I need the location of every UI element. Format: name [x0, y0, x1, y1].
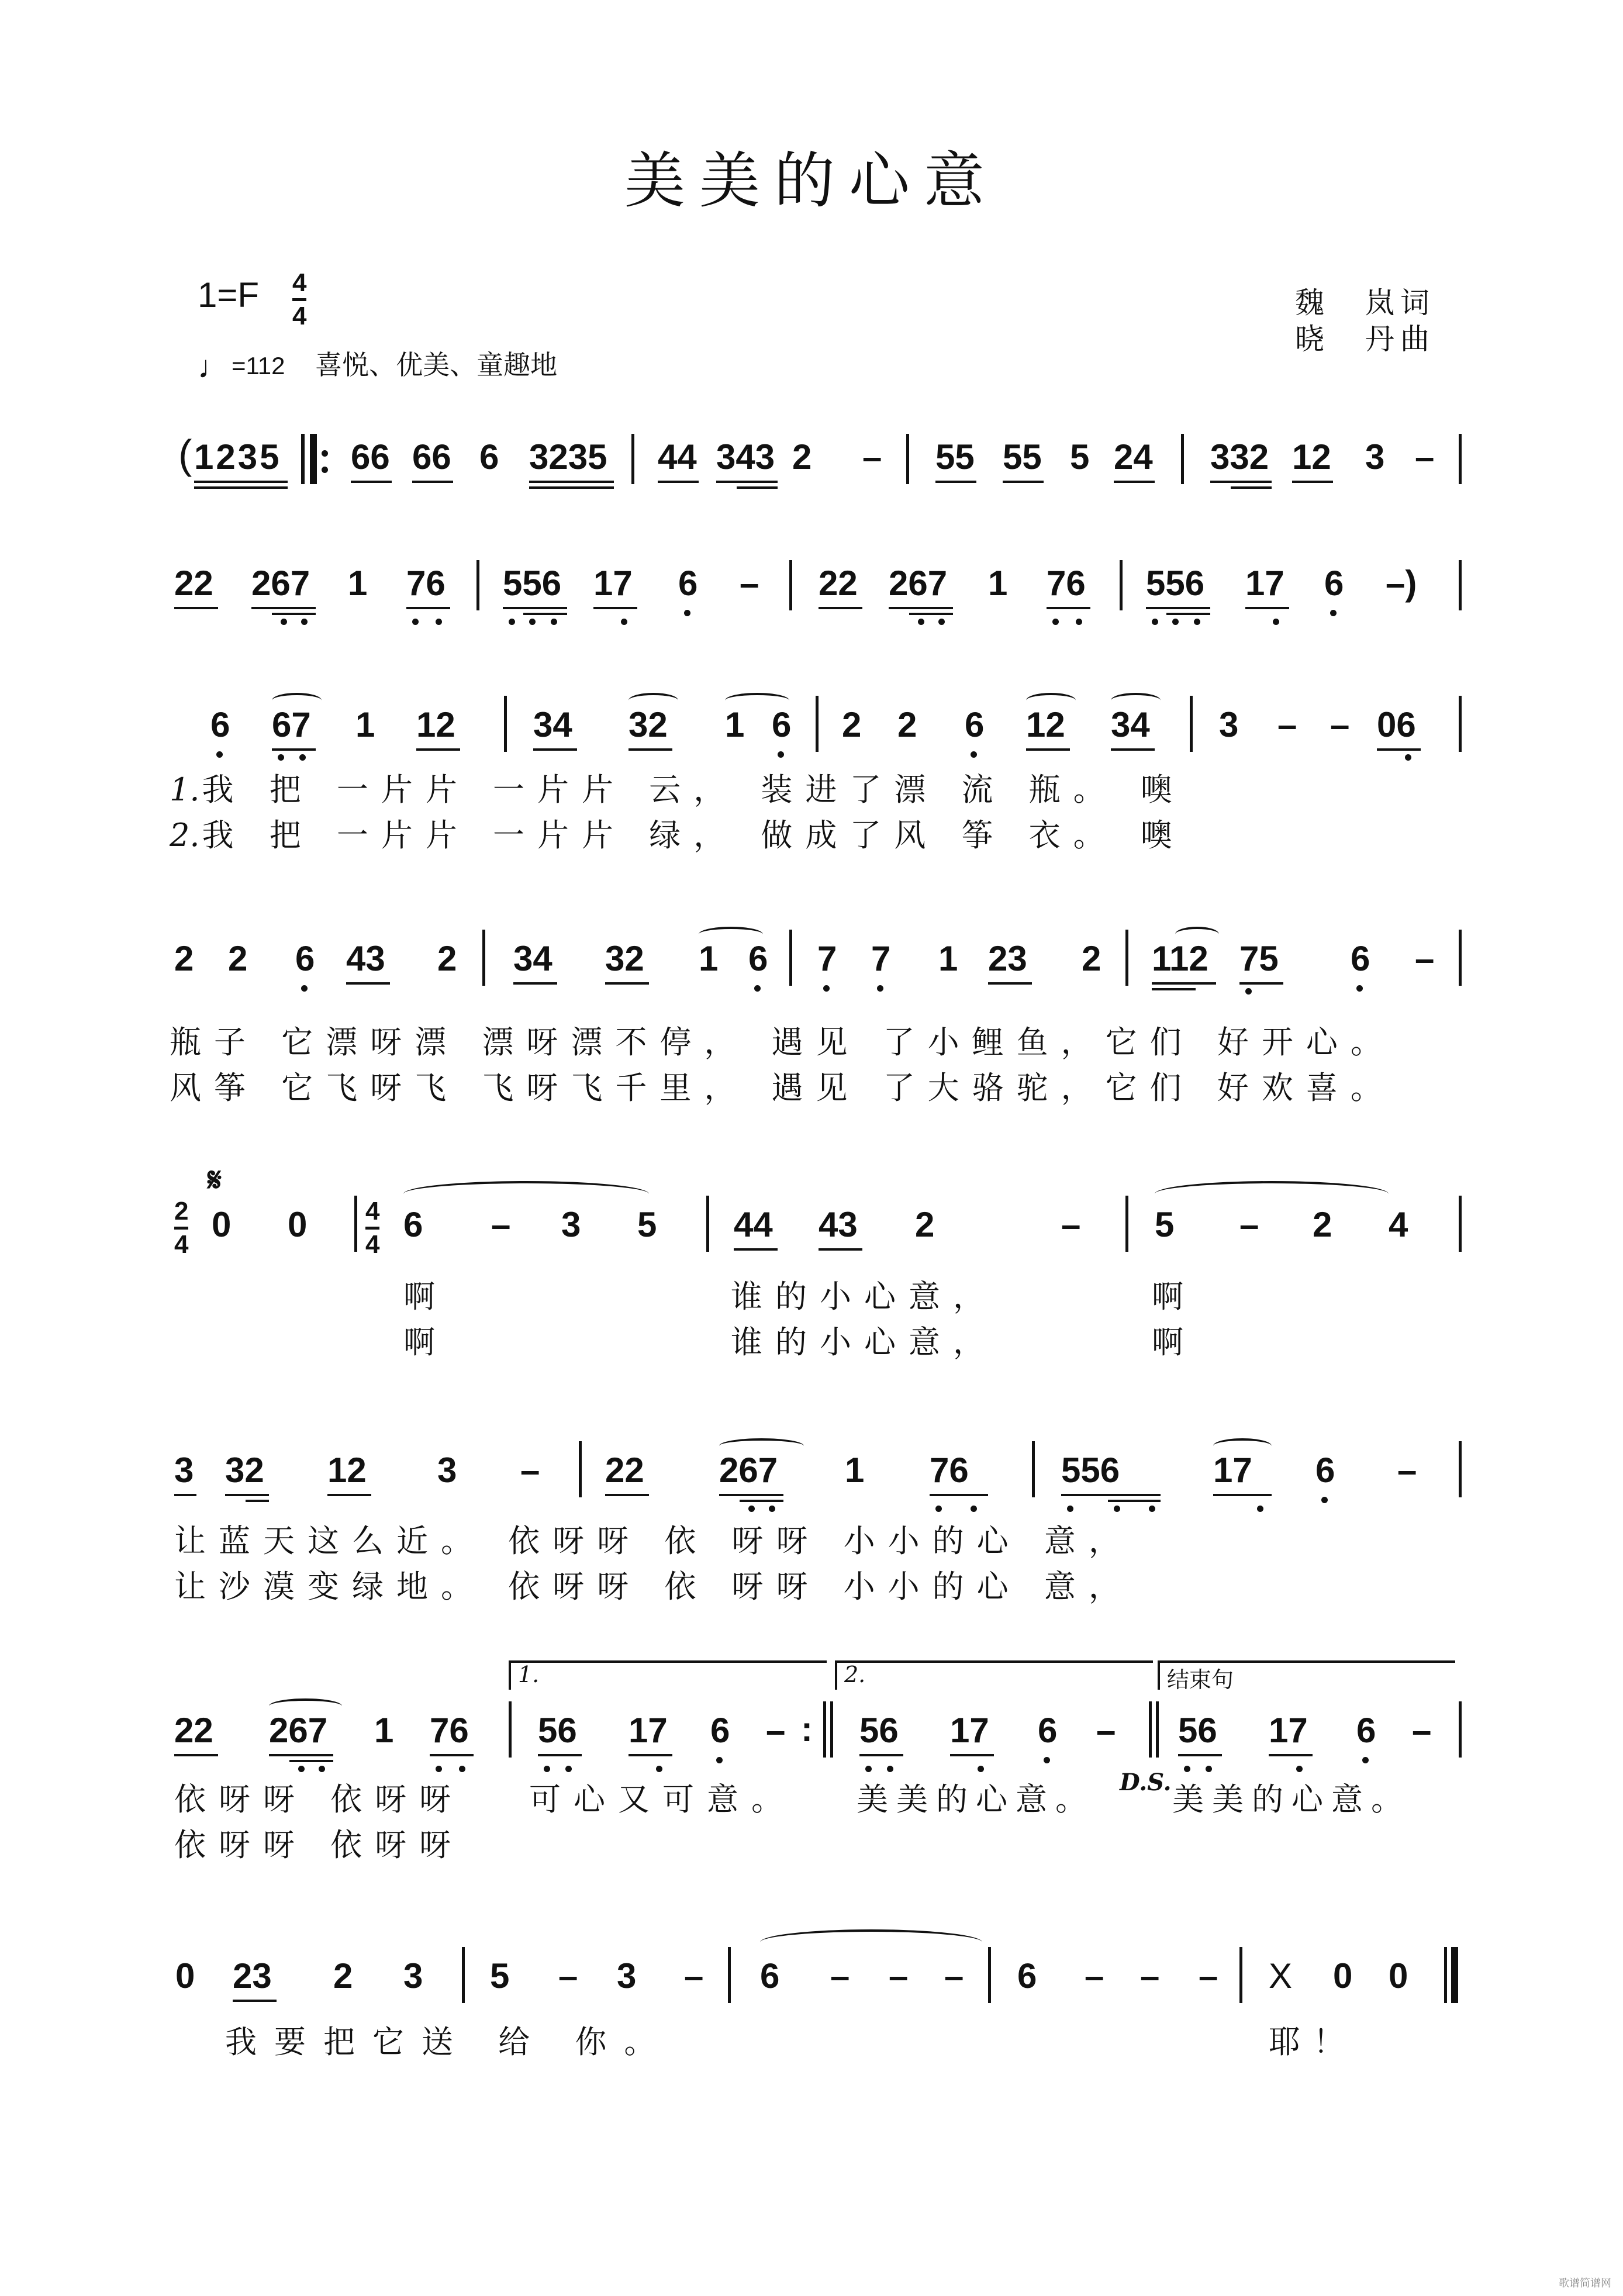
- note-group: 55: [935, 437, 975, 477]
- note: 2: [915, 1205, 935, 1244]
- open-paren: (: [178, 431, 192, 477]
- dash: –: [684, 1956, 704, 1995]
- note-group: 343: [716, 437, 775, 477]
- note: 1: [355, 705, 375, 744]
- note: 2: [228, 939, 248, 978]
- note: 6: [1324, 564, 1344, 603]
- note: 6: [479, 437, 499, 477]
- note-group: 66: [412, 437, 451, 477]
- lyric: 美美的心意。: [1172, 1781, 1411, 1818]
- lyric-verse-1: 1.我 把 一片片 一片片 云， 装进了漂 流 瓶。 噢: [170, 771, 1185, 808]
- lyric: 可心又可意。: [529, 1781, 796, 1818]
- note-group: 17: [1213, 1451, 1252, 1490]
- note: 3: [403, 1956, 423, 1995]
- note: 6: [748, 939, 768, 978]
- note: 2: [437, 939, 457, 978]
- dash: –: [1085, 1956, 1104, 1995]
- lyricist-credit: 魏 岚词: [1295, 286, 1435, 320]
- watermark: 歌谱简谱网: [1559, 2277, 1611, 2289]
- volta-second-ending: 2.: [835, 1660, 1153, 1690]
- lyric: 啊: [403, 1278, 448, 1315]
- note-group: 17: [1269, 1711, 1308, 1750]
- note-group: 44: [734, 1205, 773, 1244]
- dash: –: [1239, 1205, 1259, 1244]
- note: 2: [333, 1956, 353, 1995]
- note: 6: [678, 564, 698, 603]
- note: 2: [174, 939, 194, 978]
- note-group: 267: [251, 564, 310, 603]
- note: 6: [965, 705, 985, 744]
- note: 6: [403, 1205, 423, 1244]
- note-group: 17: [1245, 564, 1284, 603]
- rest: 0: [1389, 1956, 1408, 1995]
- note: 6: [1038, 1711, 1058, 1750]
- note-group: 332: [1210, 437, 1269, 477]
- note-group: 34: [533, 705, 572, 744]
- note: 1: [374, 1711, 394, 1750]
- note: 6: [295, 939, 315, 978]
- repeat-dots: :: [801, 1710, 813, 1749]
- note: 7: [817, 939, 837, 978]
- note-group: 12: [1292, 437, 1331, 477]
- note-group: 12: [1026, 705, 1065, 744]
- dash: –: [1397, 1451, 1417, 1490]
- note-group: 43: [819, 1205, 858, 1244]
- note: 6: [1351, 939, 1370, 978]
- note-group: 23: [233, 1956, 272, 1995]
- note-group: 34: [1111, 705, 1150, 744]
- dash: –: [491, 1205, 511, 1244]
- lyric-verse-1: 瓶子 它漂呀漂 漂呀漂不停， 遇见 了小鲤鱼，它们 好开心。: [170, 1024, 1395, 1061]
- note-group: 32: [605, 939, 644, 978]
- note-group: 23: [988, 939, 1027, 978]
- note-group: 76: [430, 1711, 469, 1750]
- lyric: 啊: [1152, 1278, 1196, 1315]
- note: 2: [842, 705, 862, 744]
- note-group: 75: [1239, 939, 1279, 978]
- rest: 0: [175, 1956, 195, 1995]
- dash: –: [740, 564, 759, 603]
- note-group: 267: [719, 1451, 778, 1490]
- dash: –: [1415, 939, 1435, 978]
- note: 1: [845, 1451, 865, 1490]
- note-group: 56: [1178, 1711, 1217, 1750]
- note-group: 76: [406, 564, 446, 603]
- quarter-note-icon: ♩: [198, 350, 229, 385]
- dash-close-paren: –): [1386, 564, 1417, 603]
- lyric: 谁的小心意，: [731, 1324, 997, 1361]
- note: 5: [637, 1205, 657, 1244]
- note-group: 56: [538, 1711, 577, 1750]
- note: 1: [699, 939, 719, 978]
- intro-notes: 1235: [194, 437, 282, 477]
- note: 1: [725, 705, 745, 744]
- time-signature: 2 4: [174, 1197, 189, 1259]
- note: 3: [1365, 437, 1385, 477]
- note: 6: [1017, 1956, 1037, 1995]
- lyric: 耶！: [1269, 2024, 1358, 2060]
- note-group: 556: [1146, 564, 1205, 603]
- tempo-marking: ♩=112 喜悦、优美、童趣地: [198, 350, 558, 385]
- time-signature: 4 4: [292, 268, 307, 330]
- rest: 0: [1333, 1956, 1353, 1995]
- dash: –: [1199, 1956, 1218, 1995]
- note: 5: [490, 1956, 510, 1995]
- note: 6: [772, 705, 792, 744]
- note: 6: [760, 1956, 780, 1995]
- note-group: 17: [950, 1711, 989, 1750]
- note-group: 556: [503, 564, 562, 603]
- note-group: 22: [819, 564, 858, 603]
- note: 1: [988, 564, 1008, 603]
- song-title: 美美的心意: [624, 145, 999, 216]
- dash: –: [520, 1451, 540, 1490]
- note-group: 32: [225, 1451, 264, 1490]
- note: 3: [617, 1956, 637, 1995]
- dash: –: [1415, 437, 1435, 477]
- dash: –: [1277, 705, 1297, 744]
- note: 4: [1389, 1205, 1408, 1244]
- lyric-verse-2: 依呀呀 依呀呀: [174, 1827, 464, 1863]
- note: 3: [1219, 705, 1239, 744]
- dash: –: [889, 1956, 909, 1995]
- note-group: 3235: [529, 437, 607, 477]
- lyric-verse-2: 风筝 它飞呀飞 飞呀飞千里， 遇见 了大骆驼，它们 好欢喜。: [170, 1069, 1395, 1106]
- note: 3: [561, 1205, 581, 1244]
- note: 2: [1082, 939, 1101, 978]
- lyric: 啊: [1152, 1324, 1196, 1361]
- dash: –: [766, 1711, 786, 1750]
- dash: –: [1096, 1711, 1116, 1750]
- lyric: 美美的心意。: [857, 1781, 1095, 1818]
- note: 6: [1356, 1711, 1376, 1750]
- note: 1: [348, 564, 368, 603]
- lyric-verse-2: 让沙漠变绿地。 依呀呀 依 呀呀 小小的心 意，: [174, 1568, 1133, 1605]
- dash: –: [1412, 1711, 1432, 1750]
- dash: –: [558, 1956, 578, 1995]
- time-signature: 4 4: [365, 1197, 380, 1259]
- note-group: 17: [593, 564, 633, 603]
- rest: 0: [212, 1205, 232, 1244]
- note-group: 112: [1152, 939, 1208, 978]
- note: 2: [792, 437, 812, 477]
- note: 3: [174, 1451, 194, 1490]
- dash: –: [1330, 705, 1350, 744]
- note-group: 17: [629, 1711, 668, 1750]
- note-group: 22: [174, 564, 213, 603]
- note-group: 34: [513, 939, 552, 978]
- note-group: 12: [416, 705, 455, 744]
- note-group: 44: [658, 437, 697, 477]
- dash: –: [1061, 1205, 1081, 1244]
- lyric: 依呀呀 依呀呀: [174, 1781, 464, 1818]
- dash: –: [862, 437, 882, 477]
- rest: 0: [288, 1205, 308, 1244]
- composer-credit: 晓 丹曲: [1295, 322, 1435, 356]
- volta-first-ending: 1.: [509, 1660, 827, 1690]
- segno-icon: 𝄋: [208, 1161, 222, 1199]
- note-group: 32: [629, 705, 668, 744]
- note: 6: [710, 1711, 730, 1750]
- lyric: 谁的小心意，: [731, 1278, 997, 1315]
- dash: –: [830, 1956, 850, 1995]
- note-group: 76: [930, 1451, 969, 1490]
- dash: –: [1140, 1956, 1160, 1995]
- note: 5: [1070, 437, 1090, 477]
- note-group: 22: [174, 1711, 213, 1750]
- note: 2: [897, 705, 917, 744]
- lyric-verse-2: 2.我 把 一片片 一片片 绿， 做成了风 筝 衣。 噢: [170, 817, 1185, 854]
- note-group: 267: [269, 1711, 328, 1750]
- note-group: 56: [859, 1711, 899, 1750]
- note: 2: [1313, 1205, 1332, 1244]
- note: 7: [871, 939, 891, 978]
- clap-mark: X: [1269, 1956, 1293, 1995]
- note-group: 22: [605, 1451, 644, 1490]
- note-group: 76: [1047, 564, 1086, 603]
- note: 6: [210, 705, 230, 744]
- note-group: 06: [1377, 705, 1416, 744]
- note-group: 55: [1003, 437, 1042, 477]
- note-group: 43: [346, 939, 385, 978]
- note-group: 556: [1061, 1451, 1120, 1490]
- note-group: 12: [327, 1451, 367, 1490]
- note: 1: [938, 939, 958, 978]
- note-group: 24: [1114, 437, 1153, 477]
- note-group: 66: [351, 437, 390, 477]
- lyric-verse-1: 让蓝天这么近。 依呀呀 依 呀呀 小小的心 意，: [174, 1522, 1133, 1559]
- note-group: 267: [889, 564, 948, 603]
- note: 5: [1155, 1205, 1175, 1244]
- expression-text: 喜悦、优美、童趣地: [315, 350, 558, 380]
- key-signature: 1=F: [198, 275, 260, 315]
- volta-ending-phrase: 结束句: [1158, 1660, 1455, 1690]
- dash: –: [944, 1956, 964, 1995]
- dal-segno-mark: D.S.: [1120, 1769, 1172, 1796]
- lyric: 啊: [403, 1324, 448, 1361]
- note-group: 67: [272, 705, 311, 744]
- note: 6: [1315, 1451, 1335, 1490]
- note: 3: [437, 1451, 457, 1490]
- lyric: 我要把它送 给 你。: [225, 2024, 674, 2060]
